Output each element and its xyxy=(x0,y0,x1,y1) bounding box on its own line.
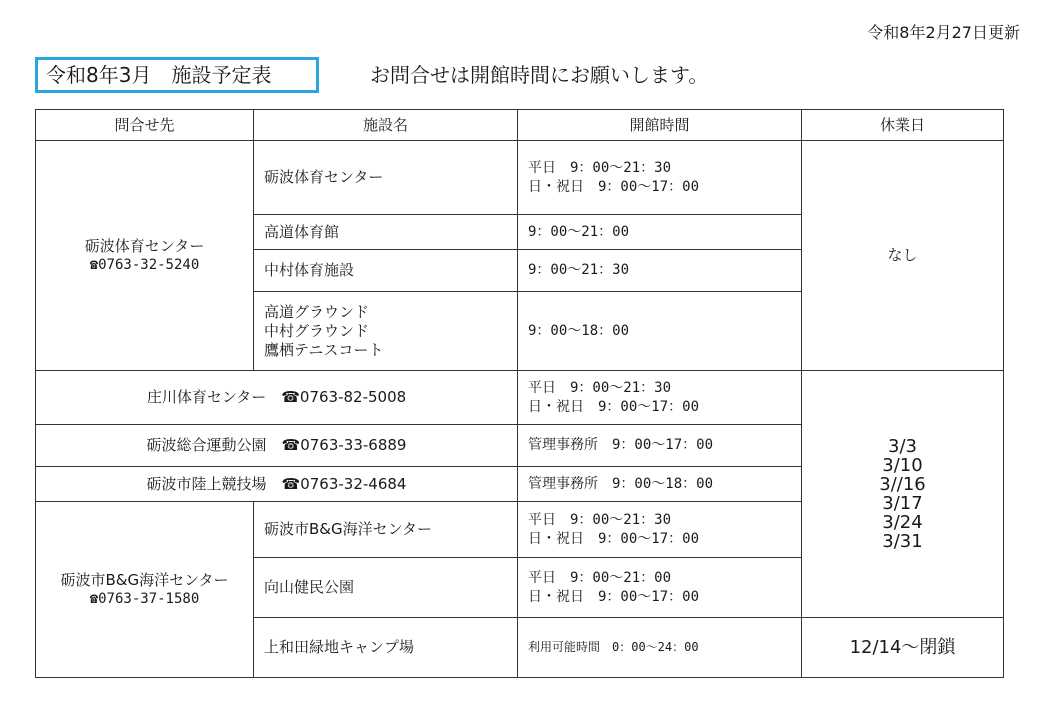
hours-holiday: 日・祝日 9：00～17：00 xyxy=(528,398,700,415)
contact-shogawa: 庄川体育センター ☎0763-82-5008 xyxy=(36,371,518,425)
opening-hours: 9：00～21：30 xyxy=(518,250,802,292)
contact-tonami-center xyxy=(36,141,254,371)
page-title: 令和8年3月 施設予定表 xyxy=(35,57,319,93)
table-row xyxy=(36,141,1004,215)
facility-line: 高道グラウンド xyxy=(264,302,370,321)
facility-name: 上和田緑地キャンプ場 xyxy=(254,618,518,678)
hours-weekday: 平日 9：00～21：00 xyxy=(528,569,672,586)
closed-days-none: なし xyxy=(802,141,1004,371)
header-hours: 開館時間 xyxy=(518,110,802,141)
opening-hours: 利用可能時間 0：00～24：00 xyxy=(518,618,802,678)
opening-hours xyxy=(518,141,802,215)
hours-weekday: 平日 9：00～21：30 xyxy=(528,511,672,528)
opening-hours: 管理事務所 9：00～18：00 xyxy=(518,467,802,502)
contact-name: 砺波体育センター xyxy=(84,236,205,255)
closed-days-camp: 12/14～閉鎖 xyxy=(802,618,1004,678)
hours-holiday: 日・祝日 9：00～17：00 xyxy=(528,588,700,605)
contact-sogo-park: 砺波総合運動公園 ☎0763-33-6889 xyxy=(36,425,518,467)
closed-date: 3/31 xyxy=(882,531,923,552)
header-facility: 施設名 xyxy=(254,110,518,141)
contact-phone: ☎0763-32-5240 xyxy=(89,256,200,273)
facility-name: 中村体育施設 xyxy=(254,250,518,292)
opening-hours: 9：00～18：00 xyxy=(518,292,802,371)
contact-athletics-stadium: 砺波市陸上競技場 ☎0763-32-4684 xyxy=(36,467,518,502)
contact-phone: ☎0763-37-1580 xyxy=(89,590,200,607)
closed-days-list xyxy=(802,371,1004,618)
hours-holiday: 日・祝日 9：00～17：00 xyxy=(528,530,700,547)
inquiry-note: お問合せは開館時間にお願いします。 xyxy=(370,63,709,87)
facility-name: 砺波市B&G海洋センター xyxy=(254,502,518,558)
hours-weekday: 平日 9：00～21：30 xyxy=(528,379,672,396)
hours-holiday: 日・祝日 9：00～17：00 xyxy=(528,178,700,195)
facility-name: 砺波体育センター xyxy=(254,141,518,215)
hours-weekday: 平日 9：00～21：30 xyxy=(528,159,672,176)
facility-name: 高道体育館 xyxy=(254,215,518,250)
closed-date: 3/3 xyxy=(888,436,917,457)
facility-name: 向山健民公園 xyxy=(254,558,518,618)
facility-line: 鷹栖テニスコート xyxy=(264,340,384,359)
closed-date: 3/24 xyxy=(882,512,923,533)
updated-date: 令和8年2月27日更新 xyxy=(867,23,1020,42)
facility-schedule-table xyxy=(35,109,1004,678)
opening-hours xyxy=(518,371,802,425)
closed-date: 3/10 xyxy=(882,455,923,476)
contact-name: 砺波市B&G海洋センター xyxy=(60,570,229,589)
opening-hours xyxy=(518,558,802,618)
closed-date: 3//16 xyxy=(879,474,926,495)
table-header-row xyxy=(36,110,1004,141)
opening-hours: 9：00～21：00 xyxy=(518,215,802,250)
facility-line: 中村グラウンド xyxy=(264,321,370,340)
facility-name xyxy=(254,292,518,371)
opening-hours: 管理事務所 9：00～17：00 xyxy=(518,425,802,467)
header-contact: 問合せ先 xyxy=(36,110,254,141)
contact-bg-center xyxy=(36,502,254,678)
closed-date: 3/17 xyxy=(882,493,923,514)
header-closed: 休業日 xyxy=(802,110,1004,141)
opening-hours xyxy=(518,502,802,558)
table-row xyxy=(36,371,1004,425)
